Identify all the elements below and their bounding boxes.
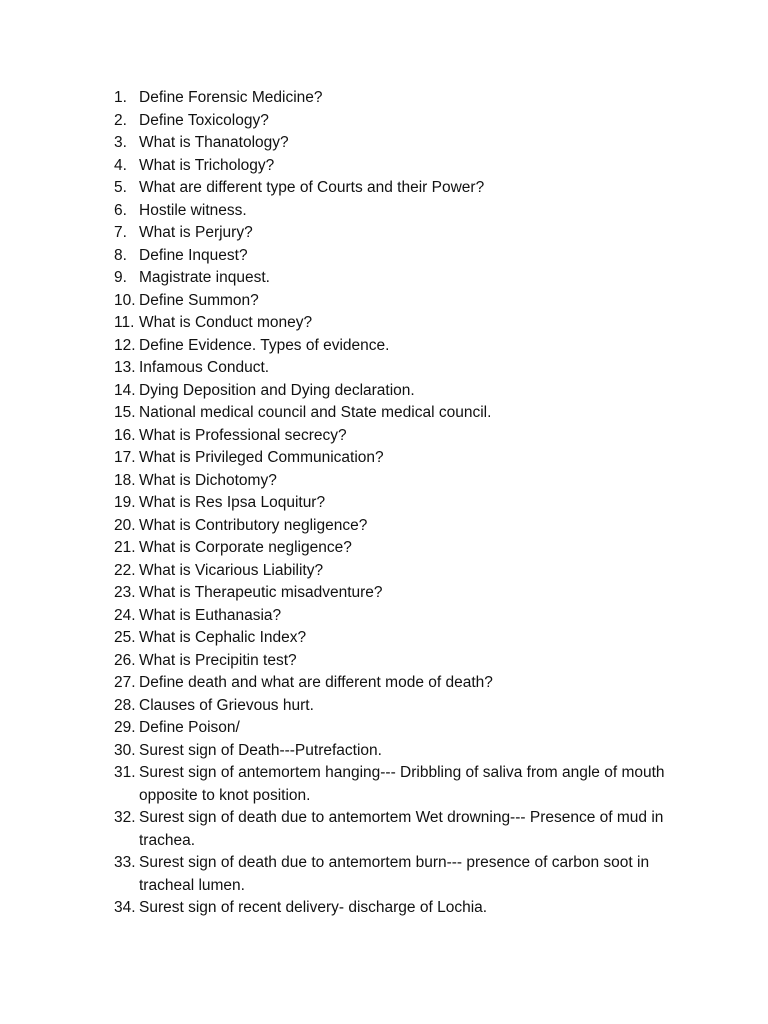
- list-item-number: 19.: [114, 494, 136, 511]
- list-item: [114, 87, 684, 110]
- list-item-number: 6.: [114, 201, 127, 219]
- list-item-text: Magistrate inquest.: [139, 269, 270, 286]
- list-item: [114, 650, 684, 673]
- list-item-text: Surest sign of death due to antemortem burn--- presence of carbon soot in tracheal lumen.: [139, 854, 650, 894]
- list-item-number: 12.: [114, 336, 136, 354]
- list-item-number: 7.: [114, 224, 127, 241]
- list-item-number: 26.: [114, 651, 136, 669]
- list-item: [114, 740, 684, 763]
- list-item-number: 2.: [114, 111, 127, 129]
- list-item-number: 1.: [114, 89, 127, 106]
- list-item: [114, 155, 684, 178]
- list-item-number: 28.: [114, 696, 136, 714]
- question-list: [114, 87, 684, 920]
- list-item-number: 8.: [114, 246, 127, 264]
- list-item: [114, 290, 684, 313]
- list-item-text: Surest sign of recent delivery- discharge of Lochia.: [139, 899, 488, 916]
- list-item-number: 15.: [114, 404, 136, 421]
- list-item: [114, 537, 684, 560]
- list-item-text: Clauses of Grievous hurt.: [139, 696, 314, 714]
- list-item-number: 27.: [114, 674, 136, 691]
- list-item-number: 5.: [114, 179, 127, 196]
- list-item-number: 34.: [114, 899, 136, 916]
- list-item: [114, 672, 684, 695]
- list-item-number: 32.: [114, 809, 136, 826]
- list-item-text: What is Euthanasia?: [139, 606, 282, 624]
- list-item-number: 4.: [114, 156, 127, 174]
- list-item-text: Surest sign of death due to antemortem Wet drowning--- Presence of mud in trachea.: [139, 809, 664, 849]
- list-item: [114, 380, 684, 403]
- list-item: [114, 515, 684, 538]
- list-item-text: What is Vicarious Liability?: [139, 561, 324, 579]
- list-item-text: Surest sign of Death---Putrefaction.: [139, 741, 382, 759]
- list-item-text: Define Toxicology?: [139, 111, 269, 129]
- list-item-text: What is Therapeutic misadventure?: [139, 584, 383, 601]
- list-item-text: What is Thanatology?: [139, 134, 289, 151]
- list-item-number: 31.: [114, 764, 136, 781]
- list-item-text: What is Res Ipsa Loquitur?: [139, 494, 326, 511]
- list-item: [114, 807, 684, 852]
- list-item: [114, 177, 684, 200]
- list-item-text: National medical council and State medical council.: [139, 404, 492, 421]
- list-item-number: 14.: [114, 381, 136, 399]
- list-item: [114, 335, 684, 358]
- list-item-number: 16.: [114, 426, 136, 444]
- list-item-text: Define death and what are different mode of death?: [139, 674, 493, 691]
- list-item-number: 9.: [114, 269, 127, 286]
- list-item-text: What are different type of Courts and their Power?: [139, 179, 485, 196]
- list-item-number: 18.: [114, 471, 136, 489]
- list-item-number: 29.: [114, 719, 136, 736]
- list-item-text: Define Forensic Medicine?: [139, 89, 323, 106]
- list-item-text: What is Precipitin test?: [139, 651, 297, 669]
- list-item-number: 3.: [114, 134, 127, 151]
- list-item-text: What is Contributory negligence?: [139, 516, 368, 534]
- list-item: [114, 200, 684, 223]
- list-item-number: 24.: [114, 606, 136, 624]
- list-item-text: Surest sign of antemortem hanging--- Dribbling of saliva from angle of mouth opposite to knot position.: [139, 764, 665, 804]
- list-item-text: What is Privileged Communication?: [139, 449, 384, 466]
- list-item-text: What is Dichotomy?: [139, 471, 277, 489]
- list-item: [114, 627, 684, 650]
- list-item: [114, 582, 684, 605]
- list-item: [114, 267, 684, 290]
- list-item: [114, 762, 684, 807]
- list-item-number: 22.: [114, 561, 136, 579]
- list-item-number: 30.: [114, 741, 136, 759]
- list-item-number: 21.: [114, 539, 136, 556]
- list-item: [114, 312, 684, 335]
- list-item-text: Infamous Conduct.: [139, 359, 270, 376]
- list-item-number: 13.: [114, 359, 136, 376]
- list-item-text: What is Perjury?: [139, 224, 253, 241]
- list-item-number: 17.: [114, 449, 136, 466]
- list-item-number: 20.: [114, 516, 136, 534]
- list-item: [114, 717, 684, 740]
- list-item-text: Hostile witness.: [139, 201, 247, 219]
- list-item-text: Define Inquest?: [139, 246, 248, 264]
- list-item-text: What is Cephalic Index?: [139, 629, 307, 646]
- list-item-number: 23.: [114, 584, 136, 601]
- list-item: [114, 425, 684, 448]
- list-item: [114, 897, 684, 920]
- list-item-text: What is Conduct money?: [139, 314, 313, 331]
- list-item-text: Define Summon?: [139, 291, 259, 309]
- list-item: [114, 402, 684, 425]
- list-item-text: What is Professional secrecy?: [139, 426, 347, 444]
- list-item-text: Dying Deposition and Dying declaration.: [139, 381, 415, 399]
- list-item: [114, 245, 684, 268]
- list-item: [114, 695, 684, 718]
- list-item: [114, 852, 684, 897]
- list-item: [114, 222, 684, 245]
- list-item-text: Define Evidence. Types of evidence.: [139, 336, 390, 354]
- list-item-number: 25.: [114, 629, 136, 646]
- list-item: [114, 447, 684, 470]
- list-item: [114, 110, 684, 133]
- list-item: [114, 132, 684, 155]
- list-item-text: Define Poison/: [139, 719, 240, 736]
- list-item-number: 10.: [114, 291, 136, 309]
- list-item-text: What is Trichology?: [139, 156, 275, 174]
- list-item-number: 11.: [114, 314, 135, 331]
- list-item: [114, 492, 684, 515]
- list-item: [114, 357, 684, 380]
- list-item-number: 33.: [114, 854, 136, 871]
- list-item: [114, 605, 684, 628]
- list-item: [114, 560, 684, 583]
- list-item: [114, 470, 684, 493]
- list-item-text: What is Corporate negligence?: [139, 539, 352, 556]
